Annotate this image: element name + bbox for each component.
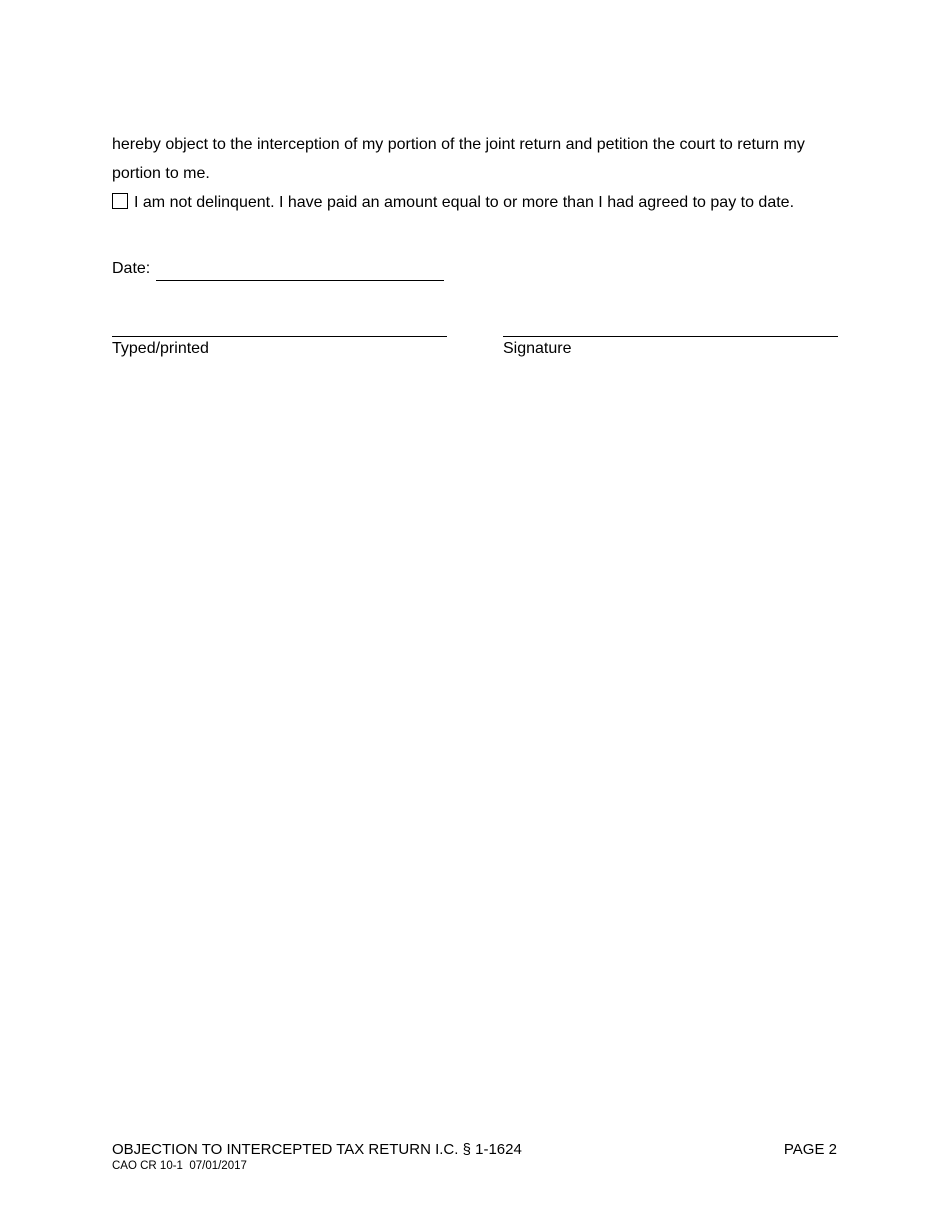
signature-field[interactable] xyxy=(503,336,838,337)
footer-form-title: OBJECTION TO INTERCEPTED TAX RETURN I.C. § 1-1624 xyxy=(112,1141,522,1158)
footer-form-code: CAO CR 10-1 07/01/2017 xyxy=(112,1160,247,1172)
date-field[interactable] xyxy=(156,262,444,281)
typed-name-block xyxy=(112,336,447,360)
not-delinquent-checkbox[interactable] xyxy=(112,193,128,209)
not-delinquent-option xyxy=(112,188,842,217)
not-delinquent-text: I am not delinquent. I have paid an amount equal to or more than I had agreed to pay to date. xyxy=(134,194,795,211)
typed-name-field[interactable] xyxy=(112,336,447,337)
signature-label: Signature xyxy=(503,340,572,357)
signature-block xyxy=(503,336,838,360)
objection-paragraph: hereby object to the interception of my portion of the joint return and petition the court to return my portion to me. xyxy=(112,136,805,182)
date-row xyxy=(112,257,444,281)
footer-page-number: PAGE 2 xyxy=(783,1141,837,1158)
typed-name-label: Typed/printed xyxy=(112,340,209,357)
date-label: Date: xyxy=(112,260,151,277)
